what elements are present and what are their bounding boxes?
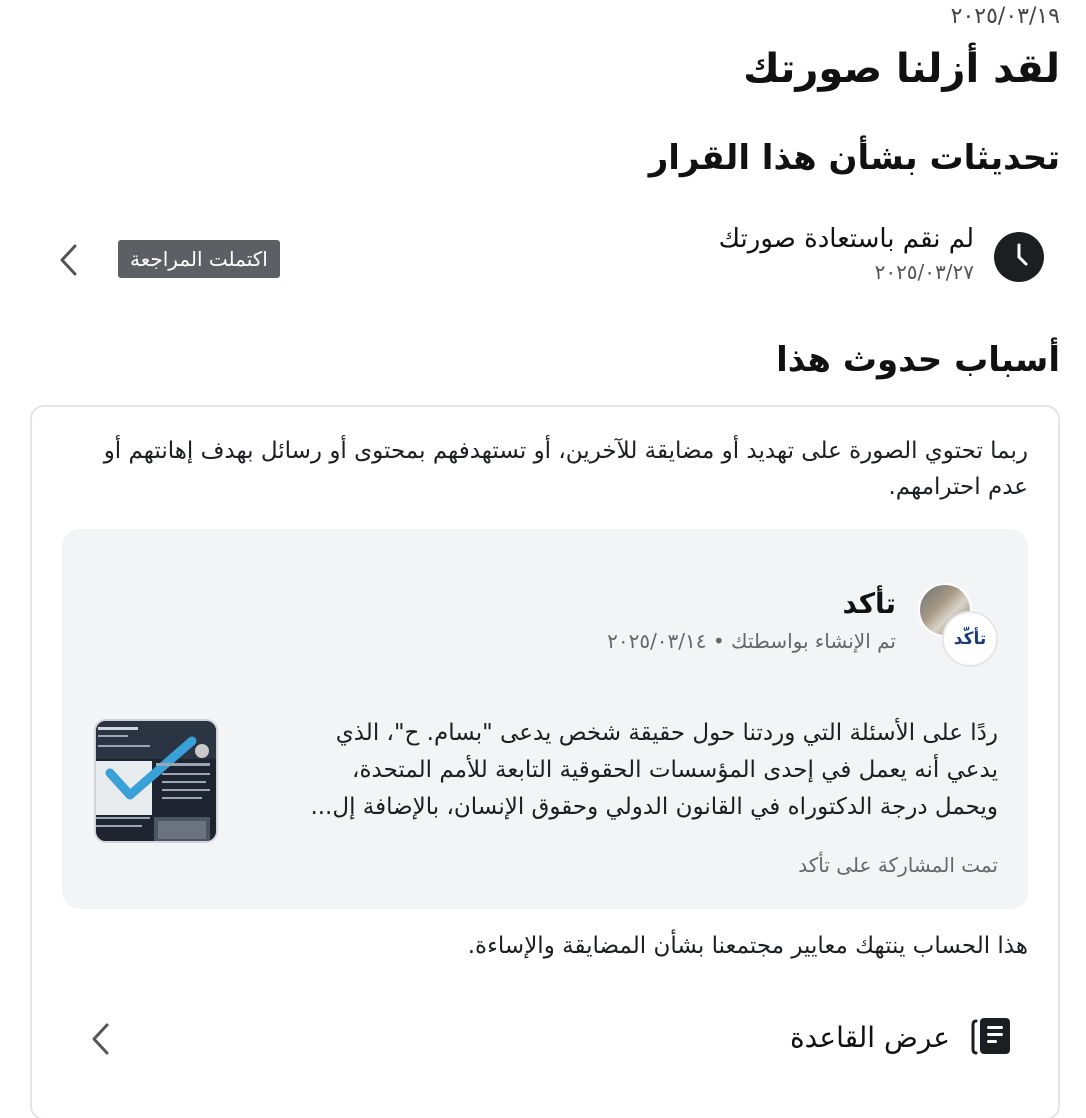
- page-logo: تأكّد: [942, 611, 998, 667]
- chevron-left-icon[interactable]: [86, 1019, 116, 1059]
- reasons-card: [30, 405, 1060, 1118]
- reason-text: ربما تحتوي الصورة على تهديد أو مضايقة للآخرين، أو تستهدفهم بمحتوى أو رسائل بهدف إهانتهم أو عدم احترامهم.: [103, 438, 1028, 500]
- shared-on-label: تمت المشاركة على تأكد: [798, 853, 998, 877]
- post-body: ردًا على الأسئلة التي وردتنا حول حقيقة شخص يدعى "بسام. ح"، الذي يدعي أنه يعمل في إحدى المؤسسات الحقوقية التابعة للأمم المتحدة، ويحمل درجة الدكتوراه في القانون الدولي وحقوق الإنسان، بالإضافة إل...: [310, 720, 998, 820]
- post-meta: تم الإنشاء بواسطتك • ٢٠٢٥/٠٣/١٤: [607, 629, 896, 653]
- status-date: ٢٠٢٥/٠٣/٢٧: [874, 260, 974, 284]
- reasons-heading: أسباب حدوث هذا: [776, 340, 1060, 380]
- review-complete-badge: اكتملت المراجعة: [118, 240, 280, 278]
- view-rule-label: عرض القاعدة: [790, 1021, 950, 1054]
- avatar: [916, 583, 998, 665]
- updates-heading: تحديثات بشأن هذا القرار: [648, 138, 1060, 178]
- violation-text: هذا الحساب ينتهك معايير مجتمعنا بشأن المضايقة والإساءة.: [467, 933, 1028, 959]
- removed-post-preview[interactable]: [62, 529, 1028, 909]
- post-thumbnail: [94, 719, 218, 843]
- status-title: لم نقم باستعادة صورتك: [718, 224, 974, 254]
- post-author: تأكد: [842, 587, 896, 620]
- clock-icon: [994, 232, 1044, 282]
- chevron-left-icon[interactable]: [54, 240, 84, 280]
- page-title: لقد أزلنا صورتك: [743, 46, 1060, 92]
- notice-date: ٢٠٢٥/٠٣/١٩: [950, 4, 1060, 29]
- view-rule-button[interactable]: [32, 1003, 1058, 1083]
- rulebook-icon: [970, 1015, 1014, 1059]
- decision-status-row[interactable]: [26, 222, 1060, 302]
- status-text: [719, 224, 974, 284]
